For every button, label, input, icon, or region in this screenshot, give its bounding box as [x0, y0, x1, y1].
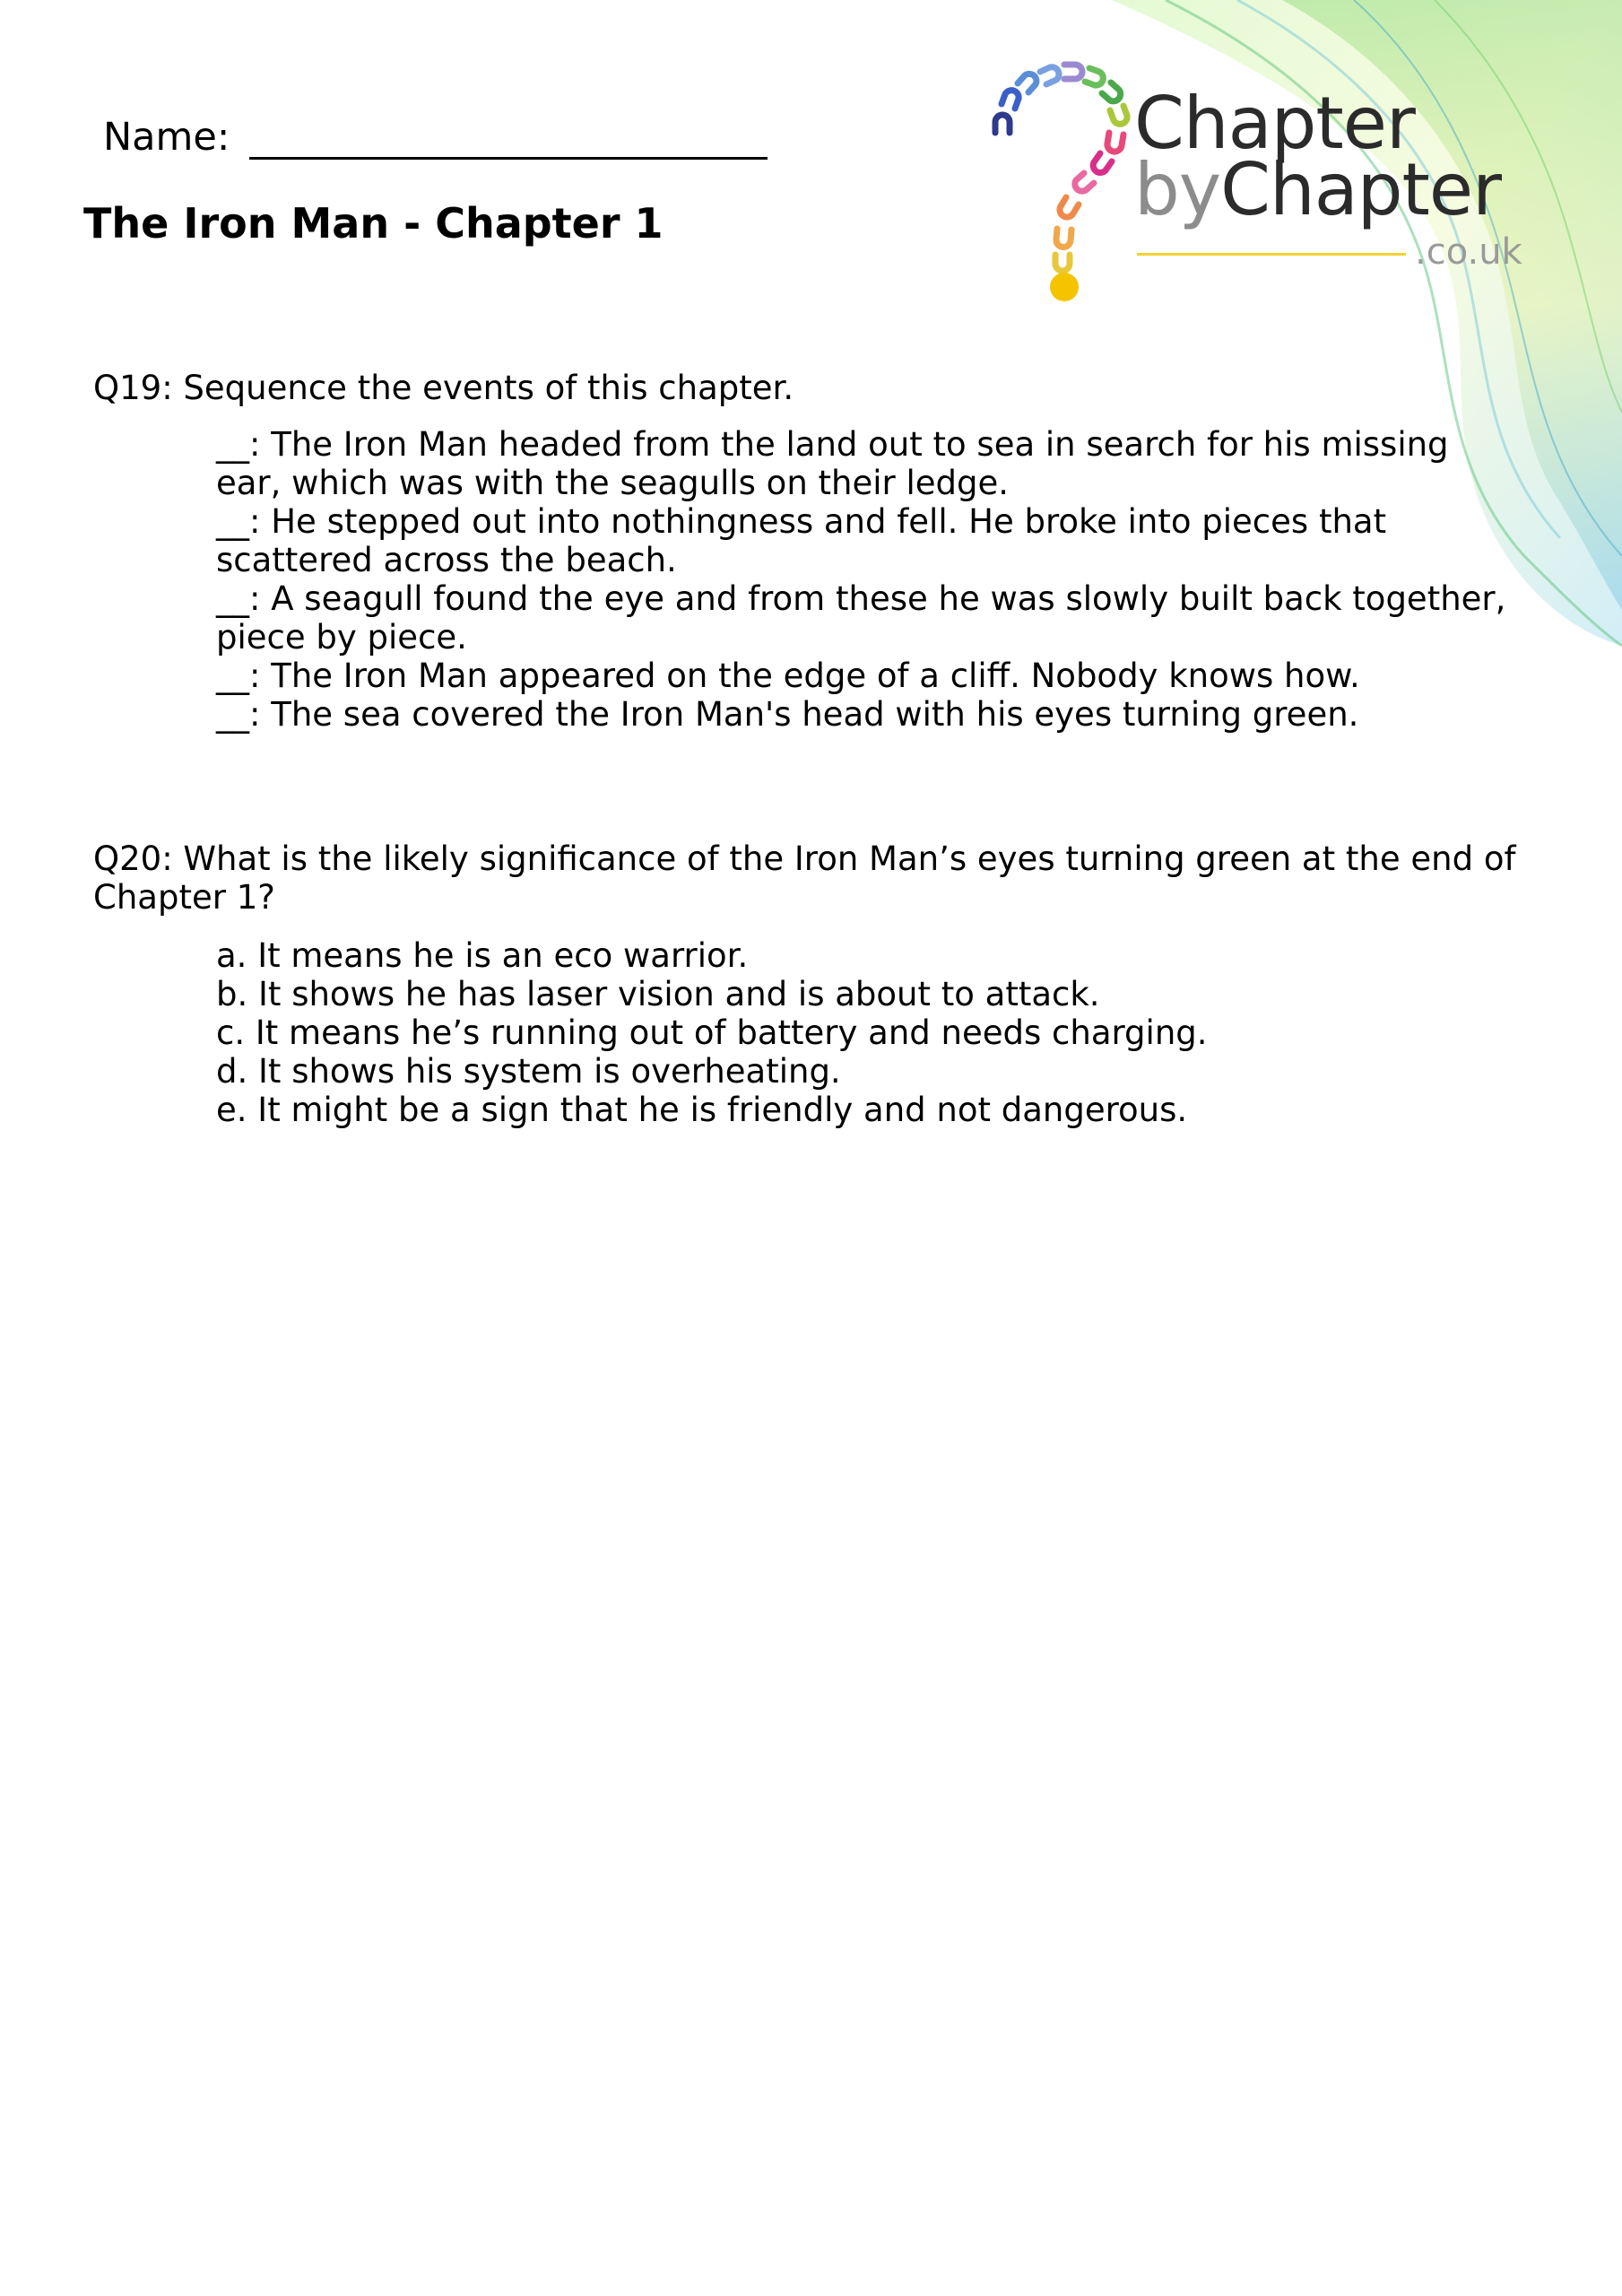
question-19 [93, 369, 1528, 734]
answer-option: b. It shows he has laser vision and is about to attack. [216, 975, 1100, 1013]
logo-underline [1137, 253, 1406, 256]
sequence-item: __: The Iron Man headed from the land out to sea in search for his missing ear, which was with the seagulls on their ledge. [216, 425, 1449, 502]
sequence-list [216, 425, 1516, 734]
question-mark-dot [1050, 273, 1079, 301]
answer-option: d. It shows his system is overheating. [216, 1052, 841, 1091]
sequence-item: __: The Iron Man appeared on the edge of a cliff. Nobody knows how. [216, 657, 1360, 695]
document-title: The Iron Man - Chapter 1 [83, 199, 664, 248]
sequence-item: __: The sea covered the Iron Man's head with his eyes turning green. [216, 695, 1359, 734]
question-20 [93, 839, 1528, 1129]
answer-option: a. It means he is an eco warrior. [216, 936, 749, 975]
question-mark-books-icon [995, 65, 1127, 271]
question-prompt: Q20: What is the likely significance of the Iron Man’s eyes turning green at the end of Chapter 1? [93, 839, 1516, 917]
answer-option: e. It might be a sign that he is friendly and not dangerous. [216, 1091, 1188, 1129]
logo-chapter: Chapter [1220, 148, 1501, 231]
answer-option: c. It means he’s running out of battery and needs charging. [216, 1013, 1208, 1052]
name-field-row [103, 115, 768, 160]
name-label: Name: [103, 115, 230, 160]
name-blank-line[interactable] [249, 117, 768, 160]
sequence-item: __: He stepped out into nothingness and fell. He broke into pieces that scattered across the beach. [216, 502, 1387, 579]
answer-options-list [216, 936, 1516, 1129]
logo-by: by [1134, 148, 1221, 231]
sequence-item: __: A seagull found the eye and from these he was slowly built back together, piece by piece. [216, 579, 1506, 657]
logo-wordmark [1134, 82, 1501, 231]
question-prompt: Q19: Sequence the events of this chapter. [93, 369, 794, 407]
logo-line-by-chapter [1134, 148, 1501, 231]
logo-domain: .co.uk [1415, 231, 1522, 273]
logo-line-chapter: Chapter [1134, 82, 1415, 165]
